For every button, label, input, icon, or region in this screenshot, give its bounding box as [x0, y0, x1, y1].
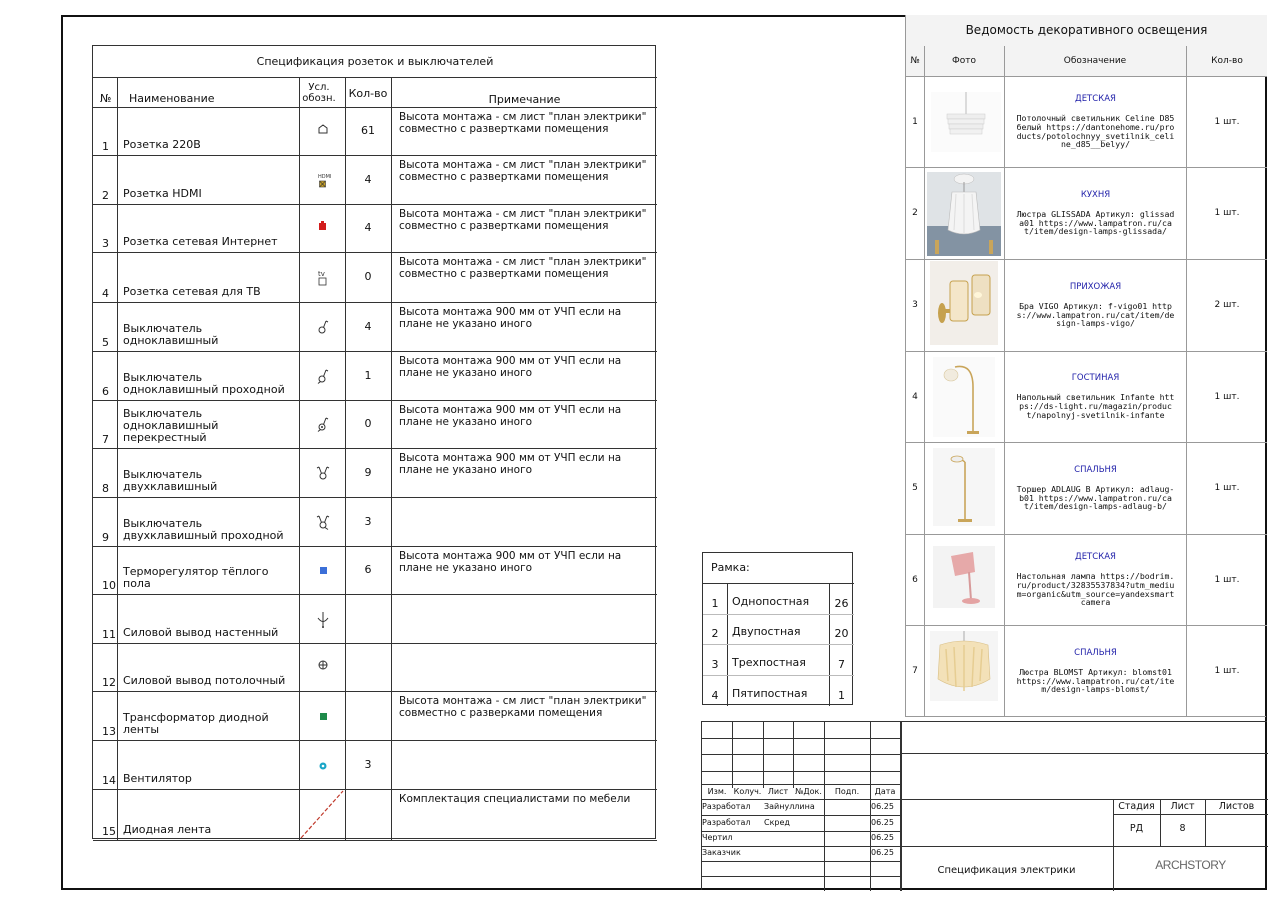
- room-name: ДЕТСКАЯ: [1075, 93, 1116, 104]
- list-item: [703, 614, 854, 644]
- row-name: Розетка 220В: [123, 138, 201, 151]
- frame-quantity: 20: [834, 627, 849, 640]
- sheet-value: 8: [1179, 823, 1186, 834]
- list-item: [703, 644, 854, 675]
- frame-quantity: 26: [834, 597, 849, 610]
- table-row: [906, 625, 1267, 717]
- row-number: 12: [102, 676, 116, 689]
- row-name: Розетка HDMI: [123, 187, 202, 200]
- socket-icon: [301, 123, 345, 141]
- list-item: [703, 675, 854, 706]
- frame-name: Однопостная: [732, 595, 810, 608]
- frame-number: 1: [711, 597, 719, 610]
- row-number: 15: [102, 825, 116, 838]
- row-number: 11: [102, 628, 116, 641]
- row-quantity: 4: [364, 173, 372, 186]
- spec-header-num: №: [100, 92, 112, 105]
- company-logo: ARCHSTORY: [1155, 858, 1226, 872]
- switch-cross-icon: [301, 416, 345, 434]
- lighting-header-qty: Кол-во: [1211, 56, 1243, 66]
- switch-double-passthrough-icon: [301, 514, 345, 532]
- spec-title: Спецификация розеток и выключателей: [256, 55, 494, 68]
- row-number: 6: [102, 385, 109, 398]
- room-name: СПАЛЬНЯ: [1074, 647, 1117, 658]
- room-name: КУХНЯ: [1080, 189, 1111, 200]
- row-quantity: 3: [364, 515, 372, 528]
- table-row: [93, 789, 657, 840]
- row-note: Комплектация специалистами по мебели: [399, 793, 631, 805]
- svg-text:HDMI: HDMI: [318, 174, 332, 180]
- room-name: ГОСТИНАЯ: [1071, 373, 1120, 384]
- table-row: [906, 351, 1267, 442]
- frame-quantity: 1: [838, 689, 845, 702]
- row-note: Высота монтажа 900 мм от УЧП если на плане не указано иного: [399, 452, 622, 476]
- table-row: [93, 155, 657, 204]
- stamp-role: Разработал: [702, 802, 751, 811]
- row-name: Выключатель одноклавишный проходной: [123, 371, 285, 396]
- title-block: [701, 721, 1267, 890]
- table-row: [906, 534, 1267, 625]
- row-name: Выключатель одноклавишный: [123, 322, 219, 347]
- table-row: [93, 594, 657, 643]
- spec-header-qty: Кол-во: [348, 87, 388, 100]
- frames-table: [702, 552, 853, 705]
- fan-icon: [301, 757, 345, 775]
- lamp-description: Настольная лампа https://bodrim.ru/product/32835537834?utm_medium=organic&utm_source=yandexsmartcamera: [1016, 570, 1175, 608]
- switch-double-icon: [301, 465, 345, 483]
- network-socket-icon: [301, 220, 345, 238]
- thermostat-icon: [301, 562, 345, 580]
- row-number: 5: [102, 336, 109, 349]
- spec-table: [92, 45, 656, 839]
- row-note: Высота монтажа - см лист "план электрики" совместно с развертками помещения: [399, 159, 647, 183]
- lamp-description: Бра VIGO Артикул: f-vigo01 https://www.lampatron.ru/cat/item/design-lamps-vigo/: [1016, 300, 1175, 329]
- stamp-column-header: №Док.: [795, 787, 822, 796]
- spec-header-sym: Усл. обозн.: [302, 82, 336, 104]
- table-row: [93, 400, 657, 448]
- row-number: 1: [102, 140, 109, 153]
- lighting-row-quantity: 1 шт.: [1214, 666, 1240, 676]
- stamp-person-name: Зайнуллина: [764, 802, 815, 811]
- room-name: ПРИХОЖАЯ: [1069, 281, 1122, 292]
- stamp-date: 06.25: [871, 818, 894, 827]
- frames-title: Рамка:: [711, 561, 750, 574]
- lamp-description: Люстра GLISSADA Артикул: glissada01 https://www.lampatron.ru/cat/item/design-lamps-glissada/: [1016, 208, 1175, 237]
- row-name: Розетка сетевая Интернет: [123, 235, 278, 248]
- row-name: Терморегулятор тёплого пола: [123, 565, 269, 590]
- frame-number: 4: [711, 689, 719, 702]
- stamp-role: Чертил: [702, 833, 733, 842]
- row-name: Силовой вывод настенный: [123, 626, 279, 639]
- row-number: 10: [102, 579, 116, 592]
- led-strip-icon: [299, 789, 345, 840]
- row-number: 4: [102, 287, 109, 300]
- floor-lamp-photo: [933, 448, 995, 526]
- table-row: [906, 167, 1267, 259]
- stamp-date: 06.25: [871, 848, 894, 857]
- row-name: Розетка сетевая для ТВ: [123, 285, 261, 298]
- table-row: [93, 643, 657, 691]
- table-row: [93, 448, 657, 497]
- lamp-description: Потолочный светильник Celine D85 белый https://dantonehome.ru/products/potolochnyy_svetilnik_celine_d85__belyy/: [1016, 112, 1175, 150]
- stamp-column-header: Лист: [767, 787, 789, 796]
- arc-floor-lamp-photo: [933, 357, 995, 437]
- row-quantity: 61: [361, 124, 375, 137]
- lighting-row-number: 4: [912, 392, 918, 402]
- list-item: [703, 583, 854, 614]
- row-note: Высота монтажа - см лист "план электрики" совместно с разверками помещения: [399, 695, 647, 719]
- stamp-person-name: Скред: [764, 818, 790, 827]
- lighting-row-quantity: 1 шт.: [1214, 575, 1240, 585]
- lighting-row-quantity: 2 шт.: [1214, 300, 1240, 310]
- table-row: [93, 691, 657, 740]
- table-row: [93, 740, 657, 789]
- room-name: ДЕТСКАЯ: [1075, 551, 1116, 562]
- lamp-description: Напольный светильник Infante https://ds-light.ru/magazin/product/napolnyj-svetilnik-infante: [1016, 392, 1175, 420]
- chandelier-photo: [927, 172, 1001, 256]
- switch-passthrough-icon: [301, 368, 345, 386]
- table-row: [93, 252, 657, 302]
- frame-name: Пятипостная: [732, 687, 808, 700]
- row-quantity: 3: [364, 758, 372, 771]
- drawing-title: Спецификация электрики: [937, 865, 1076, 876]
- row-quantity: 4: [364, 221, 372, 234]
- row-number: 8: [102, 482, 109, 495]
- table-row: [93, 302, 657, 351]
- row-name: Диодная лента: [123, 823, 212, 836]
- lighting-table: [905, 15, 1266, 717]
- lighting-row-quantity: 1 шт.: [1214, 208, 1240, 218]
- row-note: Высота монтажа - см лист "план электрики" совместно с развертками помещения: [399, 256, 647, 280]
- row-number: 9: [102, 531, 109, 544]
- table-row: [93, 497, 657, 546]
- row-quantity: 9: [364, 466, 372, 479]
- tv-socket-icon: [301, 269, 345, 287]
- row-number: 2: [102, 189, 109, 202]
- room-name: СПАЛЬНЯ: [1074, 464, 1117, 475]
- svg-text:tv: tv: [318, 270, 325, 278]
- sconce-photo: [930, 261, 998, 345]
- ceiling-lamp-photo: [931, 92, 1001, 152]
- lighting-header-photo: Фото: [951, 56, 976, 66]
- lighting-row-number: 3: [912, 300, 918, 310]
- row-number: 14: [102, 774, 116, 787]
- lighting-row-number: 1: [912, 117, 918, 127]
- stamp-role: Разработал: [702, 818, 751, 827]
- row-number: 7: [102, 433, 109, 446]
- row-number: 3: [102, 237, 109, 250]
- lamp-description: Торшер ADLAUG B Артикул: adlaug-b01 https://www.lampatron.ru/cat/item/design-lamps-adlaug-b/: [1016, 483, 1175, 512]
- lighting-row-number: 6: [912, 575, 918, 585]
- stamp-column-header: Колуч.: [733, 787, 762, 796]
- row-name: Выключатель двухклавишный: [123, 468, 218, 493]
- frame-name: Трехпостная: [732, 656, 806, 669]
- transformer-icon: [301, 708, 345, 726]
- spec-header-name: Наименование: [129, 92, 215, 105]
- table-lamp-photo: [933, 546, 995, 608]
- stage-label: Стадия: [1118, 801, 1155, 812]
- stamp-column-header: Дата: [874, 787, 896, 796]
- stamp-column-header: Подп.: [834, 787, 860, 796]
- hdmi-icon: [301, 172, 345, 190]
- sheet-label: Лист: [1170, 801, 1195, 812]
- row-name: Силовой вывод потолочный: [123, 674, 286, 687]
- frame-number: 3: [711, 658, 719, 671]
- row-quantity: 4: [364, 320, 372, 333]
- wall-power-outlet-icon: [301, 611, 345, 629]
- table-row: [93, 351, 657, 400]
- lighting-row-number: 2: [912, 208, 918, 218]
- lighting-row-number: 7: [912, 666, 918, 676]
- table-row: [906, 442, 1267, 534]
- table-row: [93, 107, 657, 155]
- lighting-title: Ведомость декоративного освещения: [965, 23, 1208, 37]
- frame-number: 2: [711, 627, 719, 640]
- stage-value: РД: [1129, 823, 1144, 834]
- table-row: [906, 259, 1267, 351]
- ceiling-power-outlet-icon: [301, 659, 345, 677]
- spec-header-note: Примечание: [488, 93, 561, 106]
- stamp-date: 06.25: [871, 802, 894, 811]
- table-row: [93, 204, 657, 252]
- lighting-row-quantity: 1 шт.: [1214, 483, 1240, 493]
- lighting-row-quantity: 1 шт.: [1214, 392, 1240, 402]
- row-quantity: 1: [364, 369, 372, 382]
- row-name: Вентилятор: [123, 772, 192, 785]
- lighting-row-number: 5: [912, 483, 918, 493]
- lighting-header-num: №: [910, 56, 920, 66]
- sheets-label: Листов: [1218, 801, 1255, 812]
- lamp-description: Люстра BLOMST Артикул: blomst01 https://www.lampatron.ru/cat/item/design-lamps-blomst/: [1016, 666, 1175, 695]
- table-row: [93, 546, 657, 594]
- stamp-role: Заказчик: [702, 848, 741, 857]
- table-row: [906, 76, 1267, 167]
- lighting-row-quantity: 1 шт.: [1214, 117, 1240, 127]
- row-number: 13: [102, 725, 116, 738]
- row-quantity: 6: [364, 563, 372, 576]
- row-note: Высота монтажа 900 мм от УЧП если на плане не указано иного: [399, 550, 622, 574]
- row-quantity: 0: [364, 270, 372, 283]
- row-note: Высота монтажа 900 мм от УЧП если на плане не указано иного: [399, 355, 622, 379]
- row-quantity: 0: [364, 417, 372, 430]
- frame-quantity: 7: [838, 658, 845, 671]
- stamp-column-header: Изм.: [707, 787, 727, 796]
- row-name: Выключатель двухклавишный проходной: [123, 517, 284, 542]
- row-note: Высота монтажа - см лист "план электрики" совместно с развертками помещения: [399, 111, 647, 135]
- row-note: Высота монтажа 900 мм от УЧП если на плане не указано иного: [399, 306, 622, 330]
- stamp-date: 06.25: [871, 833, 894, 842]
- frame-name: Двупостная: [732, 625, 801, 638]
- switch-single-icon: [301, 319, 345, 337]
- row-name: Выключатель одноклавишный перекрестный: [123, 407, 219, 444]
- row-note: Высота монтажа 900 мм от УЧП если на плане не указано иного: [399, 404, 622, 428]
- row-note: Высота монтажа - см лист "план электрики" совместно с развертками помещения: [399, 208, 647, 232]
- row-name: Трансформатор диодной ленты: [123, 711, 269, 736]
- lighting-header-desc: Обозначение: [1063, 56, 1127, 66]
- blomst-chandelier-photo: [930, 631, 998, 701]
